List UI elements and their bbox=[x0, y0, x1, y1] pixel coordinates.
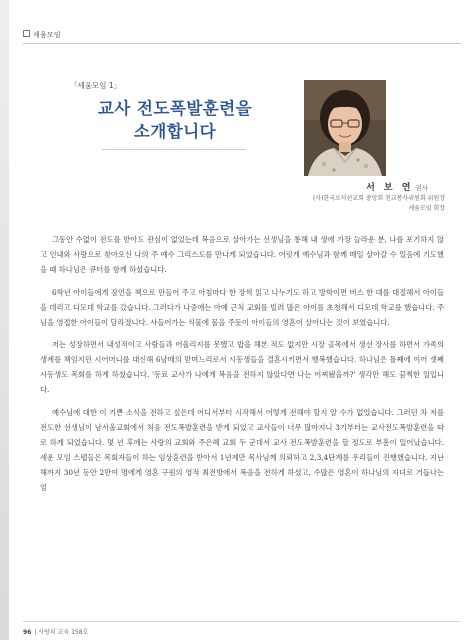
page-number: 96 bbox=[23, 629, 32, 636]
header-divider bbox=[23, 43, 461, 44]
page-side-bar bbox=[0, 0, 9, 640]
author-role: 권사 bbox=[415, 184, 428, 192]
square-bullet-icon bbox=[23, 30, 30, 37]
title-line-2: 소개합니다 bbox=[133, 122, 217, 141]
author-name: 서 보 연 bbox=[366, 183, 414, 193]
article-body bbox=[40, 233, 444, 504]
magazine-name: | 사랑의 교육 158호 bbox=[34, 629, 89, 636]
author-photo bbox=[304, 80, 386, 176]
body-paragraph-4: 예수님에 대한 이 기쁜 소식을 전하고 싶은데 어디서부터 시작해서 어떻게 전해야 할지 알 수가 없었습니다. 그러던 차 저를 전도한 선생님이 남서울교회에서 처음 전도폭발훈련을 받게 되었고 교사들이 너무 많아지니 3기부터는 교사전도폭발훈련을 따로 하게 되었습니다. 몇 년 후에는 사랑의 교회와 주은혜 교회 두 군데서 교사 전도폭발훈련을 할 정도로 부흥이 일어났습니다. 세운 모임 스탭들은 목회자들이 하는 임상훈련을 받아서 1년제만 목사님께 의뢰하고 2,3,4단계를 우리들이 진행했습니다. 지난해까지 30년 동안 2만여 명에게 영혼 구원의 영적 최전방에서 복음을 전하게 하셨고, 수많은 영혼이 하나님의 자녀로 거듭나는 엄 bbox=[40, 408, 444, 492]
title-underline bbox=[102, 149, 246, 150]
article-title bbox=[60, 97, 290, 143]
title-line-1: 교사 전도폭발훈련을 bbox=[97, 99, 253, 118]
footer-divider bbox=[23, 621, 461, 622]
author-affiliation-line-2: 세움모임 회장 bbox=[408, 205, 445, 212]
author-affiliation bbox=[210, 194, 445, 214]
page-footer bbox=[23, 627, 88, 636]
body-paragraph-2: 6학년 아이들에게 잠언을 책으로 만들어 주고 아침마다 한 장씩 읽고 나누기도 하고 방학이면 버스 한 대를 대절해서 아이들을 데리고 디모데 학교를 갔습니다. 그러다가 나중에는 아예 근처 교회를 빌려 많은 아이를 초청해서 디모데 학교를 했습니다. 주님을 영접한 아이들이 달라졌니다. 사들어가는 식물에 물을 주듯이 아이들의 영혼이 살아나는 것이 보였습니다. bbox=[40, 287, 444, 327]
section-label bbox=[23, 30, 61, 40]
body-paragraph-3: 저는 성장하면서 내성적이고 사람들과 어울리지를 못했고 밥을 해본 적도 없지만 시장 골목에서 생선 장사를 하면서 가족의 생계를 책임지던 시어머니를 대신해 6남매의 맏며느리로서 시동생들을 결혼시키면서 행복했습니다. 하나님은 틀째에 이어 셋째 시동생도 목회를 하게 하셨습니다. '동료 교사가 나에게 복음을 전하지 않았다면 나는 어찌됐을까?' 생각만 해도 끔찍한 일입니다. bbox=[40, 340, 444, 395]
body-paragraph-1: 그동안 수없이 전도를 받아도 관심이 없었는데 복음으로 살아가는 선생님을 통해 내 생에 가장 늘라운 분, 나를 포기하지 않고 인내와 사랑으로 찾아오신 나의 주 예수 그리스도를 만나게 되었습니다. 어릿게 예수님과 함께 매일 살아갈 수 있음에 기도했을 때 하나님은 큐터를 함께 하셨습니다. bbox=[40, 235, 444, 274]
author-name-line bbox=[280, 180, 428, 193]
author-affiliation-line-1: (사)한국오사선교회 중앙회 친교봉사위원회 위원장 bbox=[312, 195, 445, 202]
series-tag: 「세움모임 1」 bbox=[70, 81, 122, 90]
section-label-text: 세움모임 bbox=[33, 31, 61, 39]
